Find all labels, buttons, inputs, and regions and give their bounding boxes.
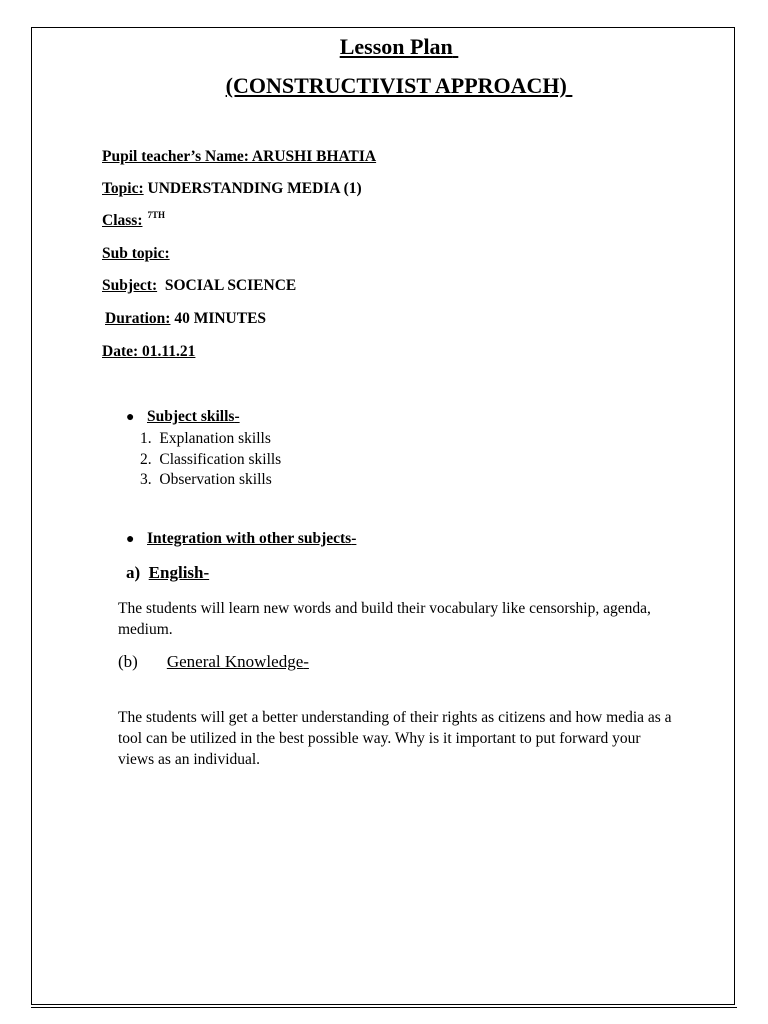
subtopic-label: Sub topic: [102,245,170,262]
pupil-teacher-name: Pupil teacher’s Name: ARUSHI BHATIA [102,148,377,165]
skill-item: 1. Explanation skills [140,430,271,447]
class-line [102,212,165,230]
duration-line [105,310,266,328]
duration-label: Duration: [105,310,171,327]
duration-value: 40 MINUTES [174,310,267,327]
topic-line [102,180,362,198]
class-label: Class: [102,212,143,229]
skill-item: 2. Classification skills [140,451,282,468]
subject-line [102,277,296,295]
subject-skills-heading: Subject skills- [147,408,240,425]
date-line: Date: 01.11.21 [102,343,196,360]
skill-item: 3. Observation skills [140,471,272,488]
subject-value: SOCIAL SCIENCE [164,277,297,294]
gk-heading: (b) General Knowledge- [118,652,309,671]
topic-label: Topic: [102,180,144,197]
gk-paragraph: The students will get a better understanding of their rights as citizens and how media as a tool can be utilized in the best possible way. Why is it important to put forward your views as an individual. [118,709,672,768]
page-border [31,27,735,1005]
bullet-icon: ● [126,532,135,547]
topic-value: UNDERSTANDING MEDIA (1) [147,180,362,197]
english-heading: a) English- [126,563,210,582]
english-paragraph: The students will learn new words and build their vocabulary like censorship, agenda, medium. [118,600,651,638]
integration-heading: Integration with other subjects- [147,530,357,547]
class-value: 7TH [147,210,165,220]
subject-label: Subject: [102,277,158,294]
page-subtitle: (CONSTRUCTIVIST APPROACH) [225,73,567,98]
bullet-icon: ● [126,410,135,425]
bottom-rule [31,1007,737,1008]
page-title: Lesson Plan [339,34,453,59]
